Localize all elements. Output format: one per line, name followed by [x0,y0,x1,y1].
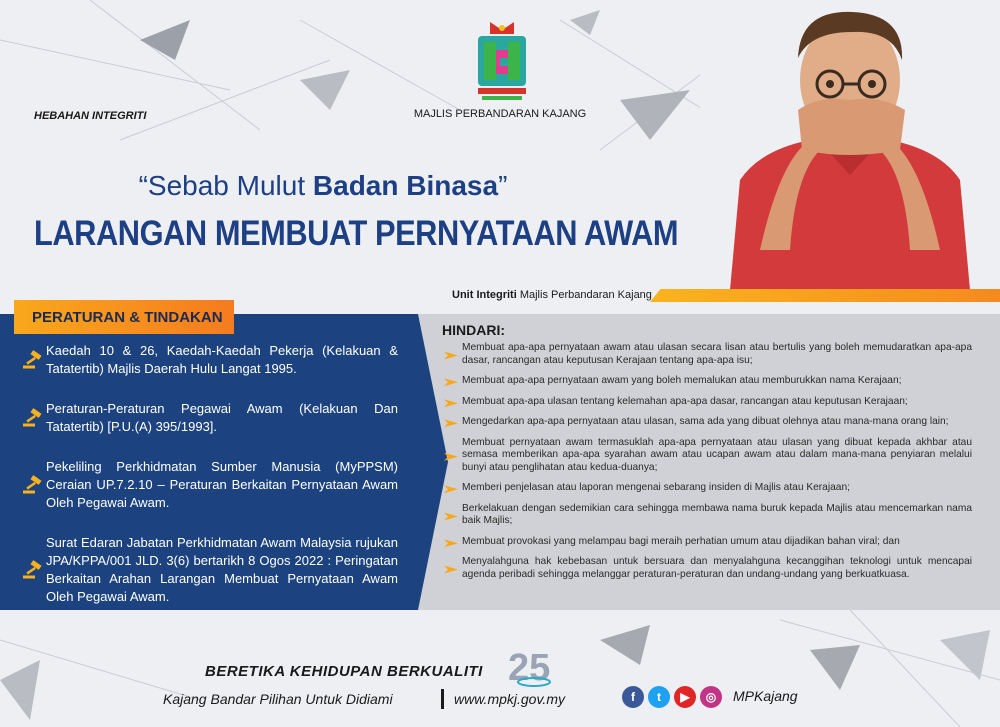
hindari-list [442,342,972,589]
hindari-title: HINDARI: [442,322,505,338]
pointer-arrow-icon [442,536,462,549]
list-item [442,503,972,528]
facebook-icon[interactable]: f [622,686,644,708]
council-name: MAJLIS PERBANDARAN KAJANG [413,108,587,120]
list-item [442,342,972,367]
quote-bold: Badan Binasa [312,170,499,201]
hindari-text: Membuat apa-apa pernyataan awam atau ulasan secara lisan atau bertulis yang boleh memudaratkan apa-apa dasar, rancangan atau keputusan Kerajaan tentang apa-apa isu; [462,342,972,366]
hindari-text: Membuat apa-apa pernyataan awam yang boleh memalukan atau memburukkan nama Kerajaan; [462,375,902,386]
anniversary-number: 25 [508,647,551,689]
quote-close: ” [498,170,508,201]
footer-slogan: BERETIKA KEHIDUPAN BERKUALITI [205,663,483,680]
pointer-arrow-icon [442,437,462,475]
instagram-icon[interactable]: ◎ [700,686,722,708]
pointer-arrow-icon [442,375,462,388]
list-item [442,536,972,549]
hindari-text: Membuat provokasi yang melampau bagi meraih perhatian umum atau dijadikan bahan viral; dan [462,535,900,547]
list-item [442,482,972,495]
unit-rest: Majlis Perbandaran Kajang [516,289,652,301]
pointer-arrow-icon [442,342,462,367]
list-item [22,534,398,606]
gavel-icon [22,401,46,436]
anniversary-25-logo [500,640,560,690]
list-item [442,396,972,409]
list-item [22,400,398,436]
rule-text: Surat Edaran Jabatan Perkhidmatan Awam Malaysia rujukan JPA/KPPA/001 JLD. 3(6) bertarikh 8 Ogos 2022 : Peringatan Berkaitan Arahan Larangan Membuat Pernyataan Awam Oleh Pegawai Awam. [46,535,398,604]
quote-title [0,170,646,202]
rule-text: Pekeliling Perkhidmatan Sumber Manusia (MyPPSM) Ceraian UP.7.2.10 – Peraturan Berkaitan Pernyataan Awam Oleh Pegawai Awam. [46,459,398,510]
social-icons [622,686,722,708]
rule-text: Peraturan-Peraturan Pegawai Awam (Kelakuan Dan Tatatertib) [P.U.(A) 395/1993]. [46,401,398,434]
hindari-text: Berkelakuan dengan sedemikian cara sehingga membawa nama buruk kepada Majlis atau mencemarkan nama baik Majlis; [462,502,972,526]
list-item [442,556,972,581]
website-link[interactable]: www.mpkj.gov.my [454,691,565,707]
list-item [442,375,972,388]
pointer-arrow-icon [442,396,462,409]
gavel-icon [22,343,46,378]
twitter-icon[interactable]: t [648,686,670,708]
list-item [22,458,398,512]
list-item [442,416,972,429]
hindari-text: Menyalahguna hak kebebasan untuk bersuara dan menyalahguna kecanggihan teknologi untuk mencapai agenda peribadi sehingga melanggar peraturan-peraturan dan undang-undang yang berkuatkuasa. [462,556,972,580]
unit-label [452,289,652,301]
headline: LARANGAN MEMBUAT PERNYATAAN AWAM [34,214,679,253]
hindari-text: Mengedarkan apa-apa pernyataan atau ulasan, sama ada yang dibuat olehnya atau mana-mana orang lain; [462,416,949,427]
person-covering-mouth-image [700,0,1000,290]
rules-list [22,342,398,628]
pointer-arrow-icon [442,556,462,581]
youtube-icon[interactable]: ▶ [674,686,696,708]
list-item [22,342,398,378]
rules-tag: PERATURAN & TINDAKAN [14,300,234,334]
council-logo [472,20,532,104]
hindari-text: Membuat pernyataan awam termasuklah apa-apa pernyataan atau ulasan yang dibuat kepada akhbar atau semasa memberikan apa-apa syarahan awam atau ucapan awam atau dalam mana-mana penyiaran melalui bunyi atau penglihatan atau kedua-duanya; [462,436,972,473]
hindari-text: Membuat apa-apa ulasan tentang kelemahan apa-apa dasar, rancangan atau keputusan Kerajaan; [462,395,908,407]
pointer-arrow-icon [442,503,462,528]
pointer-arrow-icon [442,482,462,495]
unit-bold: Unit Integriti [452,289,517,301]
rule-text: Kaedah 10 & 26, Kaedah-Kaedah Pekerja (Kelakuan & Tatatertib) Majlis Daerah Hulu Langat 1995. [46,343,398,376]
social-handle[interactable]: MPKajang [733,688,798,704]
header-label: HEBAHAN INTEGRITI [34,110,147,122]
pointer-arrow-icon [442,416,462,429]
quote-open: “Sebab Mulut [138,170,313,201]
footer-tagline: Kajang Bandar Pilihan Untuk Didiami [163,691,393,707]
gavel-icon [22,459,46,512]
hindari-text: Memberi penjelasan atau laporan mengenai sebarang insiden di Majlis atau Kerajaan; [462,482,850,493]
footer-divider [441,689,444,709]
gavel-icon [22,535,46,606]
orange-accent-bar [650,289,1000,302]
list-item [442,437,972,475]
